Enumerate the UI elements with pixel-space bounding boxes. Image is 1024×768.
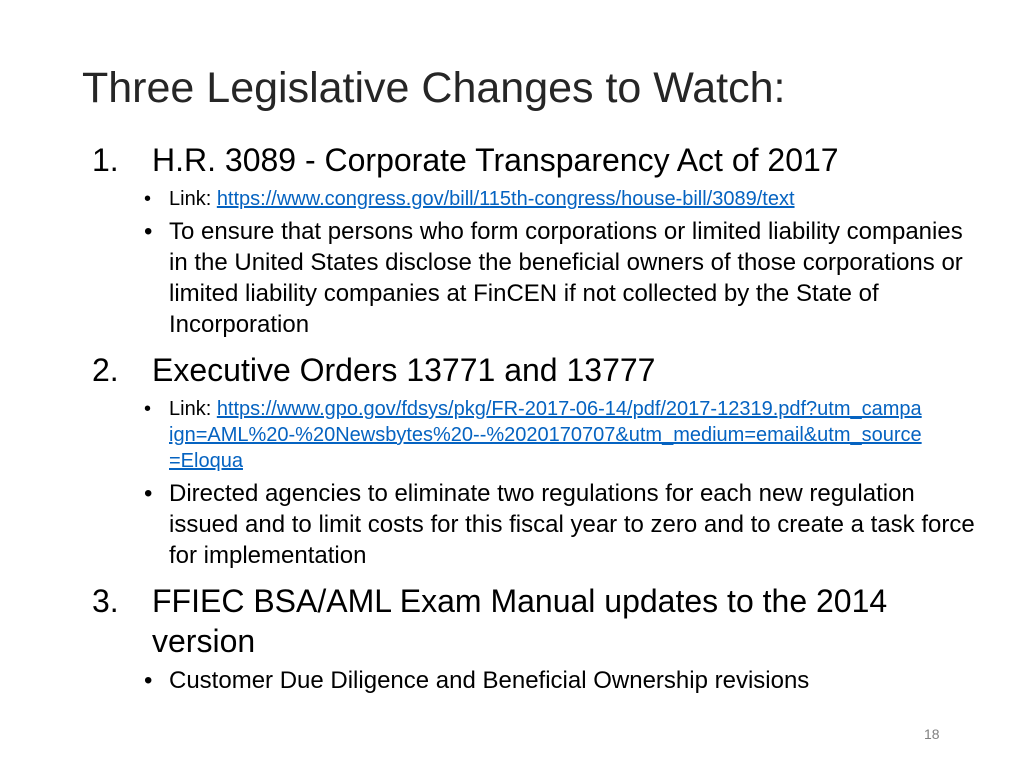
item-3-heading-text: FFIEC BSA/AML Exam Manual updates to the 2014 version xyxy=(152,583,888,659)
item-2-heading-text: Executive Orders 13771 and 13777 xyxy=(152,352,656,388)
item-2-heading xyxy=(92,350,982,390)
item-2-link[interactable]: https://www.gpo.gov/fdsys/pkg/FR-2017-06-14/pdf/2017-12319.pdf?utm_campaign=AML%20-%20Newsbytes%20--%2020170707&utm_medium=email&utm_source=Eloqua xyxy=(169,398,922,472)
item-3-heading xyxy=(92,581,982,661)
item-1-link[interactable]: https://www.congress.gov/bill/115th-congress/house-bill/3089/text xyxy=(216,188,795,210)
item-1-heading-text: H.R. 3089 - Corporate Transparency Act of 2017 xyxy=(152,142,839,178)
item-2-description: Directed agencies to eliminate two regulations for each new regulation issued and to limit costs for this fiscal year to zero and to create a task force for implementation xyxy=(169,480,975,569)
item-1-description-bullet xyxy=(144,216,982,340)
bullet-icon: • xyxy=(144,667,153,694)
item-2-link-label: Link: xyxy=(169,398,217,420)
item-2-description-bullet xyxy=(144,478,982,571)
item-1-bullets xyxy=(92,186,982,340)
item-1-heading xyxy=(92,140,982,180)
item-1-description: To ensure that persons who form corporations or limited liability companies in the United States disclose the beneficial owners of those corporations or limited liability companies at FinCEN if not collected by the State of Incorporation xyxy=(169,218,963,338)
list-item-1 xyxy=(92,140,982,340)
list-item-3 xyxy=(92,581,982,696)
bullet-icon: • xyxy=(144,398,152,420)
page-number: 18 xyxy=(924,726,940,742)
item-1-link-label: Link: xyxy=(169,188,217,210)
slide-title: Three Legislative Changes to Watch: xyxy=(82,64,786,112)
item-3-description-bullet xyxy=(144,665,982,696)
bullet-icon: • xyxy=(144,188,152,210)
item-3-number: 3. xyxy=(92,583,119,619)
item-1-link-bullet xyxy=(144,186,982,212)
list-item-2 xyxy=(92,350,982,571)
item-2-bullets xyxy=(92,396,982,571)
bullet-icon: • xyxy=(144,480,153,507)
item-2-number: 2. xyxy=(92,352,119,388)
bullet-icon: • xyxy=(144,218,153,245)
item-3-bullets xyxy=(92,665,982,696)
item-3-description: Customer Due Diligence and Beneficial Ownership revisions xyxy=(169,667,810,694)
item-2-link-bullet xyxy=(144,396,982,474)
item-1-number: 1. xyxy=(92,142,119,178)
slide-content xyxy=(92,140,982,696)
